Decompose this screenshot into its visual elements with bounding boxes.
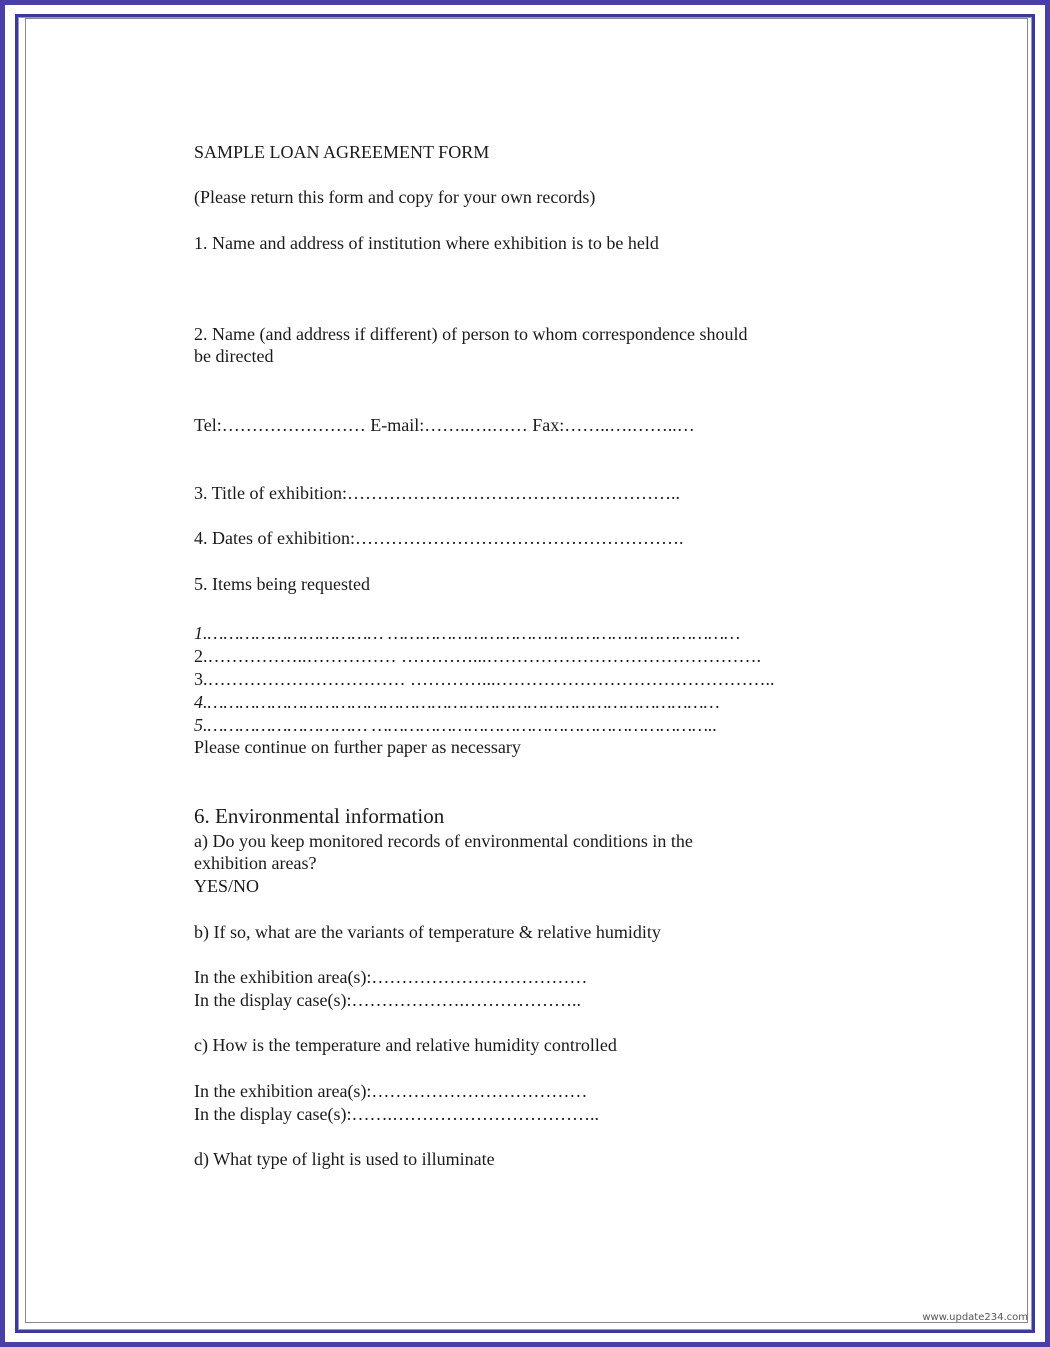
question-6b: b) If so, what are the variants of temperature & relative humidity bbox=[194, 922, 661, 942]
item-line-1: 1.…………………………… ………………………………………………………… bbox=[194, 623, 741, 643]
question-6c: c) How is the temperature and relative humidity controlled bbox=[194, 1035, 617, 1055]
question-6b-case: In the display case(s):……………….……………….. bbox=[194, 990, 581, 1010]
form-instruction: (Please return this form and copy for your own records) bbox=[194, 187, 596, 207]
question-6c-case: In the display case(s):…….…………………………….. bbox=[194, 1104, 599, 1124]
item-line-2: 2.……………..…………… …………...………………………………………. bbox=[194, 646, 761, 666]
item-line-5: 5.………………………… ……………………………………………………….. bbox=[194, 715, 718, 735]
watermark: www.update234.com bbox=[922, 1312, 1028, 1323]
question-3: 3. Title of exhibition:……………………………………………….. bbox=[194, 483, 681, 503]
contact-line: Tel:…………………… E-mail:……..….…… Fax:……..….……..… bbox=[194, 415, 695, 435]
question-5: 5. Items being requested bbox=[194, 574, 370, 594]
question-6d: d) What type of light is used to illuminate bbox=[194, 1149, 495, 1169]
question-2-line-1: 2. Name (and address if different) of person to whom correspondence should bbox=[194, 324, 748, 344]
question-4: 4. Dates of exhibition:………………………………………………. bbox=[194, 528, 684, 548]
question-6a-answer: YES/NO bbox=[194, 876, 260, 896]
question-1: 1. Name and address of institution where exhibition is to be held bbox=[194, 233, 659, 253]
question-6b-area: In the exhibition area(s):……………………………… bbox=[194, 967, 588, 987]
item-line-3: 3.…………………………… …………...……………………………………….. bbox=[194, 669, 775, 689]
section-6-heading: 6. Environmental information bbox=[194, 804, 445, 828]
items-note: Please continue on further paper as necessary bbox=[194, 737, 521, 757]
question-2-line-2: be directed bbox=[194, 346, 274, 366]
item-line-4: 4.…………………………………………………………………………………… bbox=[194, 692, 720, 712]
question-6a-line-1: a) Do you keep monitored records of environmental conditions in the bbox=[194, 831, 693, 851]
document-page bbox=[25, 18, 1028, 1323]
form-title: SAMPLE LOAN AGREEMENT FORM bbox=[194, 142, 490, 162]
question-6a-line-2: exhibition areas? bbox=[194, 853, 317, 873]
question-6c-area: In the exhibition area(s):……………………………… bbox=[194, 1081, 588, 1101]
